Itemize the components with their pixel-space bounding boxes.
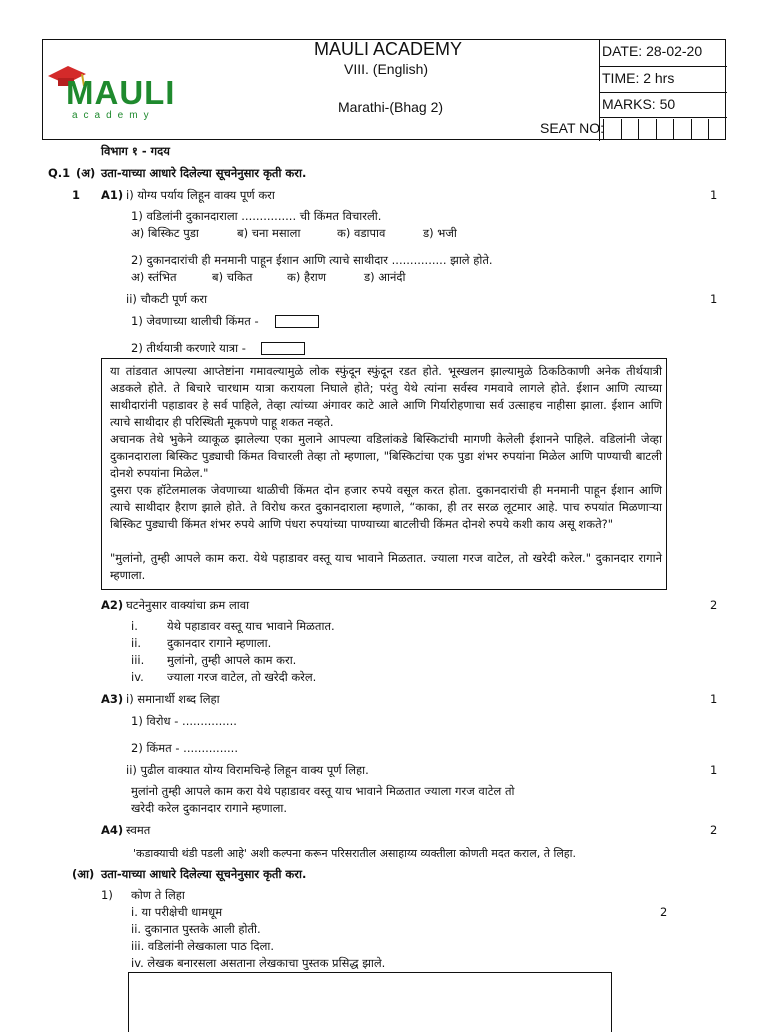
a4-label: A4)	[101, 823, 124, 837]
marks-value: 2	[710, 598, 718, 612]
marks-value: 1	[710, 188, 718, 202]
mcq-question: 1) वडिलांनी दुकानदाराला ............... ची किंमत विचारली.	[131, 209, 382, 223]
a1-instruction: i) योग्य पर्याय लिहून वाक्य पूर्ण करा	[126, 188, 275, 202]
logo-subtext: academy	[72, 110, 155, 121]
list-item: येथे पहाडावर वस्तू याच भावाने मिळतात.	[167, 619, 335, 633]
sub-question-title: उता-याच्या आधारे दिलेल्या सूचनेनुसार कृती करा.	[101, 867, 307, 881]
list-item: मुलांनो, तुम्ही आपले काम करा.	[167, 653, 297, 667]
passage-paragraph: अचानक तेथे भुकेने व्याकूळ झालेल्या एका मुलाने आपल्या वडिलांकडे बिस्किटांची मागणी केलेली ईशानने पाहिले. वडिलांनी जेव्हा दुकानदाराला बिस्किट पुड्याची किंमत विचारली तेव्हा तो म्हणाला, "बिस्किटांचा एक पुडा शंभर रुपयांना मिळेल आणि पाण्याची बाटली दोनशे रुपयांना मिळेल."	[110, 432, 662, 480]
fill-box-label: 2) तीर्थयात्री करणारे यात्रा -	[131, 341, 246, 355]
list-item: ii. दुकानात पुस्तके आली होती.	[131, 922, 261, 936]
passage-paragraph: "मुलांनो, तुम्ही आपले काम करा. येथे पहाडावर वस्तू याच भावाने मिळतात. ज्याला गरज वाटेल, तो खरेदी करेल." दुकानदार रागाने म्हणाला.	[110, 551, 662, 582]
passage-paragraph: या तांडवात आपल्या आप्तेष्टांना गमावल्यामुळे लोक स्फुंदून स्फुंदून रडत होते. भूस्खलन झाल्यामुळे ठिकठिकाणी अनेक तीर्थयात्री अडकले होते. ते बिचारे चारधाम यात्रा करायला निघाले होते; परंतु येथे त्यांना सर्वस्व गमवावे लागले होते. ईशान आणि त्याच्या साथीदारांनी पहाडावर हे सर्व पाहिले, तेव्हा त्यांच्या अंगावर काटे आले आणि गिर्यारोहणाचा सर्व उत्साहच नाहीसा झाला. ईशान आणि त्याचे साथीदार ही परिस्थिती मूकपणे पाहू शकत नव्हते.	[110, 364, 662, 429]
a4-instruction: स्वमत	[126, 823, 151, 837]
marks-label: MARKS: 50	[602, 96, 676, 112]
list-item: i. या परीक्षेची धामधूम	[131, 905, 223, 919]
a2-label: A2)	[101, 598, 124, 612]
marks-value: 1	[710, 292, 718, 306]
subject-label: Marathi-(Bhag 2)	[338, 99, 444, 115]
mcq-question: 2) दुकानदारांची ही मनमानी पाहून ईशान आणि त्याचे साथीदार ............... झाले होते.	[131, 253, 493, 267]
sub-question-label: (अ)	[76, 166, 96, 180]
list-item: ज्याला गरज वाटेल, तो खरेदी करेल.	[167, 670, 317, 684]
a1-label: A1)	[101, 188, 124, 202]
mcq-option: क) हैराण	[287, 270, 327, 284]
list-number: i.	[131, 619, 138, 633]
section-heading: विभाग १ - गदय	[101, 144, 170, 158]
sub-question-title: उता-याच्या आधारे दिलेल्या सूचनेनुसार कृती करा.	[101, 166, 307, 180]
mcq-option: ड) आनंदी	[364, 270, 406, 284]
marks-value: 1	[710, 763, 718, 777]
aa-instruction: कोण ते लिहा	[131, 888, 185, 902]
answer-area-box[interactable]	[128, 972, 612, 1032]
passage-box	[101, 358, 667, 590]
question-index: 1)	[101, 888, 113, 902]
punctuation-sentence: मुलांनो तुम्ही आपले काम करा येथे पहाडावर वस्तू याच भावाने मिळतात ज्याला गरज वाटेल तो	[131, 784, 515, 798]
mcq-option: ब) चना मसाला	[237, 226, 301, 240]
answer-box[interactable]	[261, 342, 305, 355]
passage-paragraph: दुसरा एक हॉटेलमालक जेवणाच्या थाळीची किंमत दोन हजार रुपये वसूल करत होता. दुकानदारांची ही मनमानी पाहून ईशान आणि त्याचे साथीदार हैराण झाले होते. ते विरोध करत दुकानदाराला म्हणाले, “काका, ही तर सरळ लूटमार आहे. पाच रुपयांत मिळणाऱ्या बिस्किट पुड्याची किंमत शंभर रुपये आणि पंधरा रुपयांच्या पाण्याच्या बाटलीची किंमत दोनशे रुपये कशी काय असू शकते?"	[110, 483, 662, 531]
question-number: Q.1	[48, 166, 71, 180]
mcq-option: ड) भजी	[423, 226, 457, 240]
marks-value: 1	[710, 692, 718, 706]
list-number: iii.	[131, 653, 145, 667]
header-line	[599, 66, 727, 67]
mcq-option: अ) बिस्किट पुडा	[131, 226, 199, 240]
class-label: VIII. (English)	[344, 61, 429, 77]
logo-text: MAULI	[66, 74, 176, 111]
list-number: ii.	[131, 636, 142, 650]
a3-label: A3)	[101, 692, 124, 706]
list-number: iv.	[131, 670, 144, 684]
a3-instruction: i) समानार्थी शब्द लिहा	[126, 692, 220, 706]
seat-label: SEAT NO:	[540, 120, 605, 136]
a2-instruction: घटनेनुसार वाक्यांचा क्रम लावा	[126, 598, 250, 612]
header-line	[599, 117, 727, 118]
a4-question: 'कडाक्याची थंडी पडली आहे' अशी कल्पना करून परिसरातील असाहाय्य व्यक्तीला कोणती मदत कराल, ते लिहा.	[133, 847, 576, 860]
question-index: 1	[72, 188, 81, 202]
time-label: TIME: 2 hrs	[602, 70, 675, 86]
sub-question-label: (आ)	[72, 867, 95, 881]
marks-value: 2	[710, 823, 718, 837]
marks-value: 2	[660, 905, 668, 919]
school-name: MAULI ACADEMY	[314, 39, 463, 59]
list-item: iv. लेखक बनारसला असताना लेखकाचा पुस्तक प्रसिद्ध झाले.	[131, 956, 386, 970]
answer-box[interactable]	[275, 315, 319, 328]
mcq-option: ब) चकित	[212, 270, 253, 284]
punctuation-sentence: खरेदी करेल दुकानदार रागाने म्हणाला.	[131, 801, 288, 815]
a3-ii-instruction: ii) पुढील वाक्यात योग्य विरामचिन्हे लिहून वाक्य पूर्ण लिहा.	[126, 763, 369, 777]
fill-box-label: 1) जेवणाच्या थालीची किंमत -	[131, 314, 259, 328]
seat-number-boxes[interactable]	[603, 119, 726, 140]
a1-ii-instruction: ii) चौकटी पूर्ण करा	[126, 292, 208, 306]
header-line	[599, 92, 727, 93]
date-label: DATE: 28-02-20	[602, 43, 703, 59]
synonym-item: 2) किंमत - ...............	[131, 741, 238, 755]
synonym-item: 1) विरोध - ...............	[131, 714, 237, 728]
list-item: iii. वडिलांनी लेखकाला पाठ दिला.	[131, 939, 275, 953]
mcq-option: अ) स्तंभित	[131, 270, 177, 284]
mcq-option: क) वडापाव	[337, 226, 386, 240]
list-item: दुकानदार रागाने म्हणाला.	[167, 636, 272, 650]
